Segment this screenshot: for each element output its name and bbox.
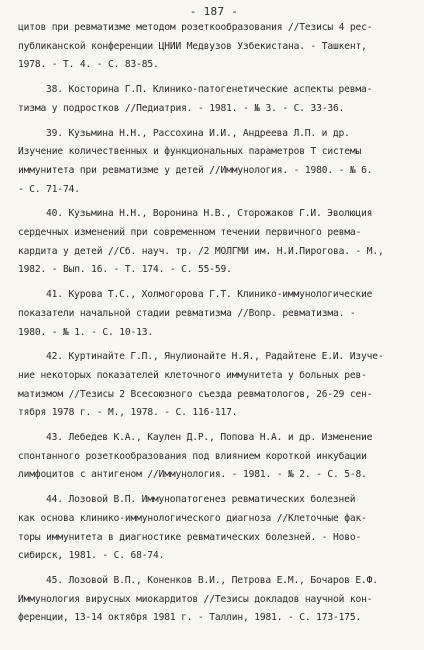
reference-line: ние некоторых показателей клеточного иммунитета у больных рев- xyxy=(18,369,367,381)
reference-entry xyxy=(18,125,410,200)
reference-line: спонтанного розеткообразования под влиянием короткой инкубации xyxy=(18,450,367,462)
reference-line: 38. Косторина Г.П. Клинико-патогенетические аспекты ревма- xyxy=(46,84,373,96)
reference-line: 45. Лозовой В.П., Коненков В.И., Петрова Е.М., Бочаров Е.Ф. xyxy=(46,574,378,586)
reference-line: 1982. - Вып. 16. - Т. 174. - С. 55-59. xyxy=(18,264,232,276)
reference-line: 40. Кузьмина Н.Н., Воронина Н.В., Сторожаков Г.И. Эволюция xyxy=(46,208,373,220)
reference-line: тября 1978 г. - М., 1978. - С. 116-117. xyxy=(18,407,238,419)
reference-line: 1978. - Т. 4. - С. 83-85. xyxy=(18,59,159,71)
reference-entry xyxy=(18,19,410,75)
reference-line: как основа клинико-иммунологического диагноза //Клеточные фак- xyxy=(18,512,367,524)
reference-line: сердечных изменений при современном течении первичного ревма- xyxy=(18,227,362,239)
reference-line: Иммунология вирусных миокардитов //Тезисы докладов научной кон- xyxy=(18,593,373,605)
reference-line: матизмом //Тезисы 2 Всесоюзного съезда ревматологов, 26-29 сен- xyxy=(18,388,373,400)
reference-line: тизма у подростков //Педиатрия. - 1981. - № 3. - С. 33-36. xyxy=(18,102,345,114)
reference-line: иммунитета при ревматизме у детей //Иммунология. - 1980. - № 6. xyxy=(18,164,373,176)
reference-line: - С. 71-74. xyxy=(18,183,80,195)
reference-line: 42. Куртинайте Г.П., Янулионайте Н.Я., Радайтене Е.И. Изуче- xyxy=(46,351,384,363)
reference-line: 43. Лебедев К.А., Каулен Д.Р., Попова Н.А. и др. Изменение xyxy=(46,432,373,444)
reference-line: показатели начальной стадии ревматизма //Вопр. ревматизма. - xyxy=(18,307,356,319)
reference-line: сибирск, 1981. - С. 68-74. xyxy=(18,550,165,562)
reference-line: кардита у детей //Сб. науч. тр. /2 МОЛГМИ им. Н.И.Пирогова. - М., xyxy=(18,245,384,257)
reference-entry xyxy=(18,429,410,485)
reference-line: ференции, 13-14 октября 1981 г. - Таллин, 1981. - С. 173-175. xyxy=(18,612,362,624)
reference-line: цитов при ревматизме методом розеткообразования //Тезисы 4 рес- xyxy=(18,22,373,33)
reference-line: 44. Лозовой В.П. Иммунопатогенез ревматических болезней xyxy=(46,494,356,506)
reference-line: лимфоцитов с антигеном //Иммунология. - 1981. - № 2. - С. 5-8. xyxy=(18,469,367,481)
reference-entry xyxy=(18,348,410,423)
reference-line: 39. Кузьмина Н.Н., Рассохина И.И., Андреева Л.П. и др. xyxy=(46,127,350,139)
reference-line: Изучение количественных и функциональных параметров Т системы xyxy=(18,146,362,158)
reference-entry xyxy=(18,205,410,280)
reference-line: торы иммунитета в диагностике ревматических болезней. - Ново- xyxy=(18,531,362,543)
reference-entry xyxy=(18,572,410,628)
page-number: - 187 - xyxy=(189,5,239,18)
reference-entry xyxy=(18,286,410,342)
reference-line: 41. Курова Т.С., Холмогорова Г.Т. Клинико-иммунологические xyxy=(46,289,373,301)
reference-line: публиканской конференции ЦНИИ Медвузов Узбекистана. - Ташкент, xyxy=(18,40,367,52)
reference-entry xyxy=(18,81,410,118)
reference-entry xyxy=(18,491,410,566)
reference-line: 1980. - № 1. - С. 10-13. xyxy=(18,326,154,338)
